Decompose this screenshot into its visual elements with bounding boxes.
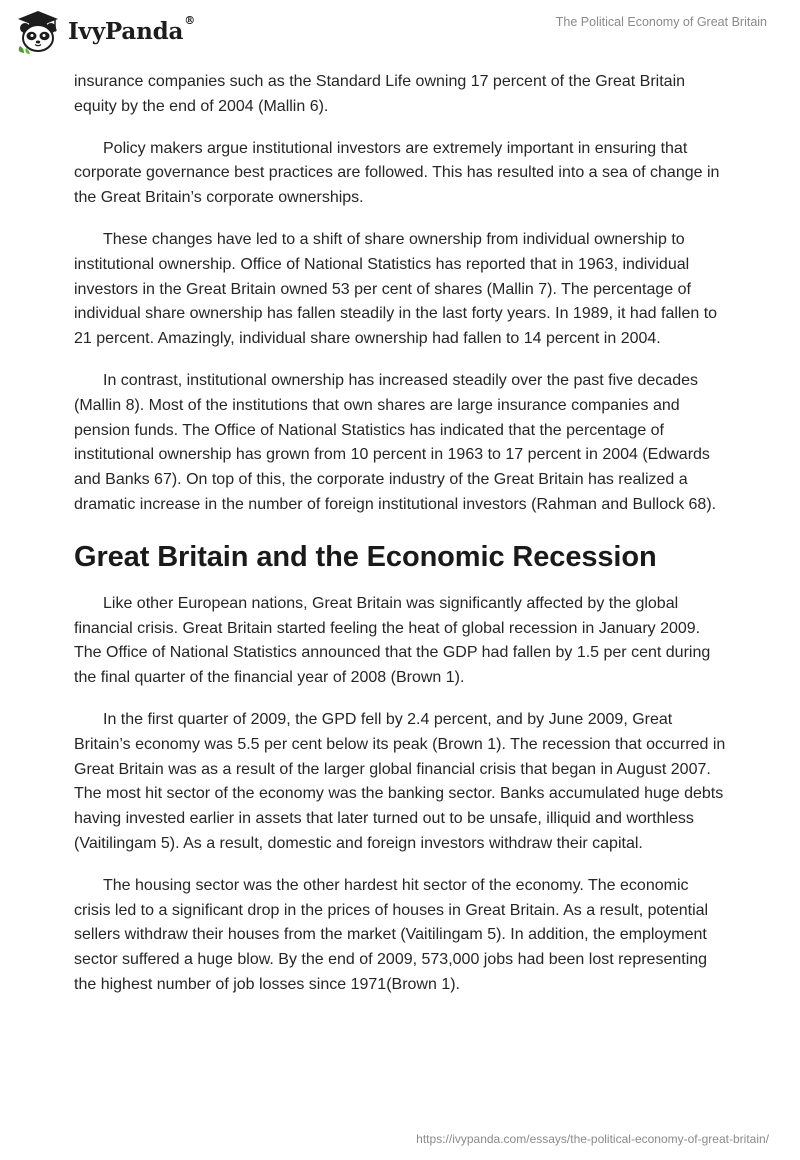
page-header (0, 0, 800, 62)
running-title: The Political Economy of Great Britain (555, 15, 767, 29)
section-heading: Great Britain and the Economic Recession (74, 540, 657, 573)
brand-text: IvyPanda (68, 17, 184, 45)
paragraph: Like other European nations, Great Britain was significantly affected by the global financial crisis. Great Britain started feeling the heat of global recession in January 2009. The Office of National Statistics announced that the GDP had fallen by 1.5 per cent during the final quarter of the financial year of 2008 (Brown 1). (74, 594, 711, 687)
panda-graduate-icon (14, 8, 62, 56)
paragraph: The housing sector was the other hardest hit sector of the economy. The economic crisis led to a significant drop in the prices of houses in Great Britain. As a result, potential sellers withdraw their houses from the market (Vaitilingam 5). In addition, the employment sector suffered a huge blow. By the end of 2009, 573,000 jobs had been lost representing the highest number of job losses since 1971(Brown 1). (74, 876, 709, 993)
paragraph: Policy makers argue institutional investors are extremely important in ensuring that corporate governance best practices are followed. This has resulted into a sea of change in the Great Britain’s corporate ownerships. (74, 139, 720, 207)
paragraph: These changes have led to a shift of share ownership from individual ownership to institutional ownership. Office of National Statistics has reported that in 1963, individual investors in the Great Britain owned 53 per cent of shares (Mallin 7). The percentage of individual share ownership has fallen steadily in the last forty years. In 1989, it had fallen to 21 percent. Amazingly, individual share ownership had fallen to 14 percent in 2004. (74, 230, 718, 348)
brand-name (68, 13, 195, 45)
paragraph: In the first quarter of 2009, the GPD fell by 2.4 percent, and by June 2009, Great Britain’s economy was 5.5 per cent below its peak (Brown 1). The recession that occurred in Great Britain was as a result of the larger global financial crisis that began in August 2007. The most hit sector of the economy was the banking sector. Banks accumulated huge debts having invested earlier in assets that later turned out to be unsafe, illiquid and worthless (Vaitilingam 5). As a result, domestic and foreign investors withdraw their capital. (74, 710, 726, 852)
ivypanda-logo[interactable] (14, 8, 195, 56)
registered-mark: ® (184, 13, 195, 27)
source-url-link[interactable]: https://ivypanda.com/essays/the-political-economy-of-great-britain/ (416, 1132, 769, 1146)
paragraph: insurance companies such as the Standard Life owning 17 percent of the Great Britain equity by the end of 2004 (Mallin 6). (74, 73, 686, 115)
paragraph: In contrast, institutional ownership has increased steadily over the past five decades (Mallin 8). Most of the institutions that own shares are large insurance companies and pension funds. The Office of National Statistics has indicated that the percentage of institutional ownership has grown from 10 percent in 1963 to 17 percent in 2004 (Edwards and Banks 67). On top of this, the corporate industry of the Great Britain has realized a dramatic increase in the number of foreign institutional investors (Rahman and Bullock 68). (74, 371, 717, 513)
essay-content (74, 70, 729, 1015)
